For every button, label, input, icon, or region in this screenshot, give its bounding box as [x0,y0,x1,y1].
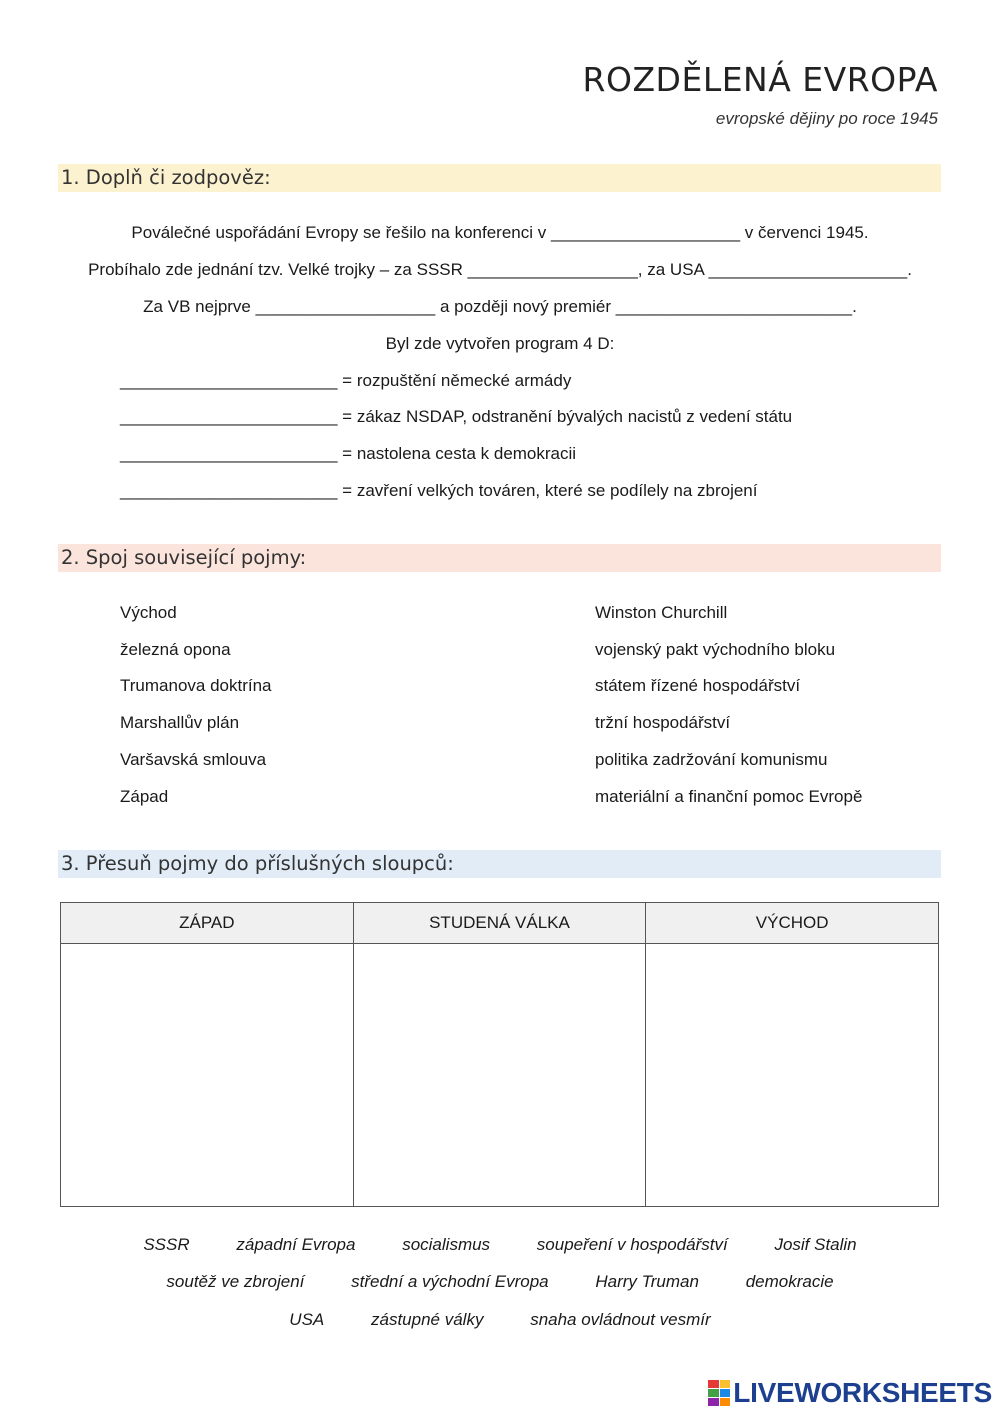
d-item-2: _______________________ = zákaz NSDAP, odstranění bývalých nacistů z vedení státu [120,407,793,426]
draggable-term[interactable]: SSSR [143,1235,190,1254]
draggable-term[interactable]: střední a východní Evropa [351,1272,549,1291]
drop-zone-vychod[interactable] [646,944,939,1207]
section-3-heading: 3. Přesuň pojmy do příslušných sloupců: [58,850,941,878]
program-4d-intro: Byl zde vytvořen program 4 D: [385,334,615,353]
draggable-term[interactable]: zástupné války [371,1310,484,1329]
draggable-term[interactable]: demokracie [745,1272,834,1291]
d-item-4: _______________________ = zavření velkých továren, které se podílely na zbrojení [120,481,758,500]
section-1-heading: 1. Doplň či zodpověz: [58,164,941,192]
match-term-right-5[interactable]: politika zadržování komunismu [595,750,828,769]
page-subtitle: evropské dějiny po roce 1945 [715,109,938,128]
sorting-table [60,902,939,1207]
match-term-right-4[interactable]: tržní hospodářství [595,713,731,732]
match-term-left-2[interactable]: železná opona [120,640,231,659]
word-bank-row-3 [0,1310,1000,1330]
column-header-vychod: VÝCHOD [646,903,939,944]
drop-zone-zapad[interactable] [61,944,354,1207]
draggable-term[interactable]: Josif Stalin [774,1235,857,1254]
draggable-term[interactable]: soupeření v hospodářství [536,1235,728,1254]
liveworksheets-logo [708,1376,992,1410]
match-term-right-1[interactable]: Winston Churchill [595,603,728,622]
word-bank-row-1 [0,1235,1000,1255]
match-term-left-6[interactable]: Západ [120,787,169,806]
draggable-term[interactable]: Harry Truman [595,1272,699,1291]
draggable-term[interactable]: USA [289,1310,325,1329]
fill-line-1: Poválečné uspořádání Evropy se řešilo na konferenci v ____________________ v červenci 1945. [131,223,869,242]
match-term-right-2[interactable]: vojenský pakt východního bloku [595,640,836,659]
match-term-left-4[interactable]: Marshallův plán [120,713,240,732]
match-term-right-3[interactable]: státem řízené hospodářství [595,676,801,695]
match-term-right-6[interactable]: materiální a finanční pomoc Evropě [595,787,863,806]
d-item-3: _______________________ = nastolena cesta k demokracii [120,444,577,463]
draggable-term[interactable]: soutěž ve zbrojení [166,1272,305,1291]
match-term-left-3[interactable]: Trumanova doktrína [120,676,272,695]
draggable-term[interactable]: západní Evropa [236,1235,356,1254]
draggable-term[interactable]: snaha ovládnout vesmír [530,1310,711,1329]
fill-line-2: Probíhalo zde jednání tzv. Velké trojky – za SSSR __________________, za USA _____________________. [88,260,912,279]
liveworksheets-logo-text: LIVEWORKSHEETS [733,1377,992,1408]
fill-line-3: Za VB nejprve ___________________ a později nový premiér _________________________. [143,297,857,316]
draggable-term[interactable]: socialismus [402,1235,491,1254]
section-2-heading: 2. Spoj související pojmy: [58,544,941,572]
drop-zone-studena-valka[interactable] [353,944,646,1207]
d-item-1: _______________________ = rozpuštění německé armády [120,371,572,390]
match-term-left-5[interactable]: Varšavská smlouva [120,750,267,769]
match-term-left-1[interactable]: Východ [120,603,177,622]
column-header-zapad: ZÁPAD [61,903,354,944]
column-header-studena-valka: STUDENÁ VÁLKA [353,903,646,944]
page-title: ROZDĚLENÁ EVROPA [582,60,938,99]
word-bank-row-2 [0,1272,1000,1292]
liveworksheets-logo-icon [708,1380,730,1406]
